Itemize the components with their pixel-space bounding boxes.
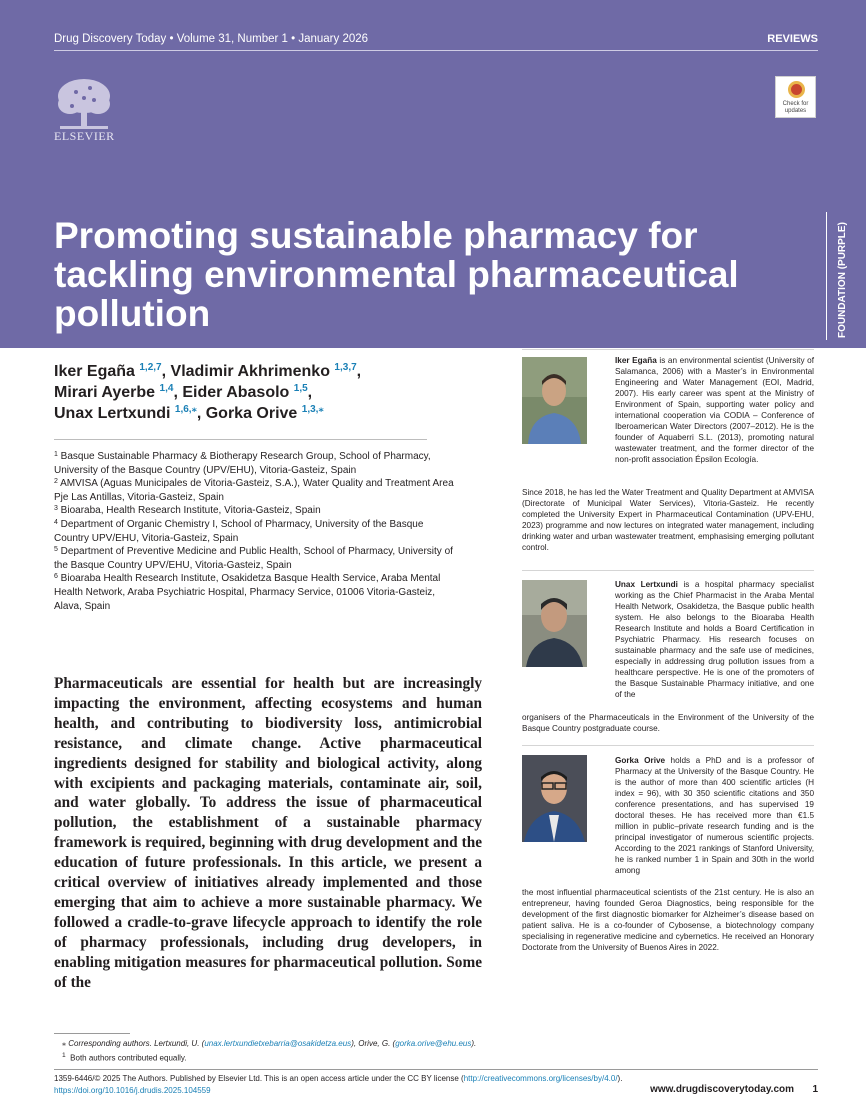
- article-title: Promoting sustainable pharmacy for tackling environmental pharmaceutical pollution: [54, 215, 739, 334]
- corr-suffix: ).: [471, 1039, 477, 1048]
- author-separator: ,: [173, 384, 183, 401]
- affiliation-item: [54, 477, 454, 504]
- author-separator: ,: [356, 363, 362, 380]
- author-photo-lertxundi: [522, 580, 587, 667]
- author-affiliation-marks: 1,2,7: [139, 362, 162, 373]
- author-list: [54, 361, 454, 424]
- bio-divider: [522, 745, 814, 746]
- footnote-divider: [54, 1033, 130, 1034]
- header-divider: [54, 50, 818, 51]
- author-affiliation-marks: 1,3,⁎: [301, 404, 324, 415]
- bio-author-name: Unax Lertxundi: [615, 580, 678, 589]
- affiliation-text: Bioaraba Health Research Institute, Osakidetza Basque Health Service, Araba Mental Health Network, Araba Psychiatric Hospital, Pharmacy Service, 01006 Vitoria-Gasteiz, Alava, Spain: [54, 573, 441, 612]
- bio-divider: [522, 349, 814, 350]
- abstract-text: Pharmaceuticals are essential for health but are increasingly impacting the environment, affecting ecosystems and human health, and contributing to biodiversity loss, antimicrobial resistance, and climate change. Active pharmaceutical ingredients designed for stability and biological activity, along with excipients and packaging materials, contaminate air, soil, and water globally. To address the issue of pharmaceutical pollution, the establishment of a sustainable pharmacy framework is required, beginning with drug development and the education of future professionals. In this article, we present a critical overview of initiatives already implemented and those emerging that aim to achieve a more sustainable pharmacy. We followed a cradle-to-grave lifecycle approach to identify the role of pharmacy professionals, including drug developers, in enabling mitigation measures for pharmaceutical pollution. Some of the: [54, 675, 482, 991]
- journal-website[interactable]: www.drugdiscoverytoday.com: [650, 1084, 794, 1095]
- author-name: Eider Abasolo: [182, 384, 294, 401]
- license-line: [54, 1074, 622, 1083]
- author-name: Unax Lertxundi: [54, 405, 175, 422]
- journal-citation-line: Drug Discovery Today • Volume 31, Number 1 • January 2026: [54, 33, 369, 45]
- author-photo-orive: [522, 755, 587, 842]
- license-prefix: 1359-6446/© 2025 The Authors. Published by Elsevier Ltd. This is an open access article under the CC BY license (: [54, 1074, 464, 1083]
- affiliation-item: [54, 504, 454, 518]
- publisher-logo: ELSEVIER: [54, 129, 115, 143]
- author-separator: ,: [307, 384, 313, 401]
- author-separator: ,: [161, 363, 171, 380]
- author-name: Gorka Orive: [205, 405, 302, 422]
- affiliation-text: Basque Sustainable Pharmacy & Biotherapy Research Group, School of Pharmacy, University of the Basque Country (UPV/EHU), Vitoria-Gasteiz, Spain: [54, 451, 431, 476]
- page-number: 1: [812, 1084, 818, 1095]
- bio-lertxundi-top: Unax Lertxundi is a hospital pharmacy specialist working as the Chief Pharmacist in the Araba Mental Health Network, Osakidetza, the Basque public health system. He also belongs to the Bioaraba Health Research Institute and holds a Board Certification in Psychiatric Pharmacy. His research focuses on sustainable pharmacy and the safe use of medicines, especially in addressing drug pollution issues from a healthcare perspective. He is one of the promoters of the Basque Sustainable Pharmacy initiative, and one of the: [615, 580, 814, 699]
- affiliation-text: Bioaraba, Health Research Institute, Vitoria-Gasteiz, Spain: [57, 505, 321, 517]
- affiliation-number: 1: [54, 451, 58, 458]
- affiliation-text: Department of Preventive Medicine and Public Health, School of Pharmacy, University of the Basque Country UPV/EHU, Vitoria-Gasteiz, Spain: [54, 546, 453, 571]
- side-tab-label: FOUNDATION (PURPLE): [837, 222, 848, 338]
- affiliation-number: 2: [54, 478, 58, 486]
- bio-lertxundi-bottom: organisers of the Pharmaceuticals in the Environment of the University of the Basque Country postgraduate course.: [522, 713, 814, 733]
- email-link-lertxundi[interactable]: unax.lertxundietxebarria@osakidetza.eus: [204, 1039, 352, 1048]
- check-for-updates-label: Check for updates: [782, 101, 809, 114]
- affiliation-number: 6: [54, 573, 58, 581]
- bio-author-name: Gorka Orive: [615, 756, 666, 765]
- bookmark-icon: [788, 81, 805, 98]
- affiliation-text: Department of Organic Chemistry I, School of Pharmacy, University of the Basque Country UPV/EHU, Vitoria-Gasteiz, Spain: [54, 518, 424, 544]
- affiliation-number: 5: [54, 546, 58, 554]
- bio-orive-bottom: the most influential pharmaceutical scientists of the 21st century. He is also an entrepreneur, having founded Geroa Diagnostics, being responsible for the development of the first diagnostic biomarker for Alzheimer’s disease based on patient saliva. He is a co-founder of Cybosense, a biotechnology company specialising in regenerative medicine and cybernetics. He received an Honorary Doctorate from the University of Buenos Aires in 2022.: [522, 888, 814, 952]
- corr-prefix: Corresponding authors. Lertxundi, U. (: [68, 1039, 205, 1048]
- asterisk-icon: ⁎: [62, 1039, 69, 1048]
- affiliation-item: [54, 572, 454, 613]
- bio-author-name: Iker Egaña: [615, 356, 657, 365]
- license-link[interactable]: http://creativecommons.org/licenses/by/4.0/: [463, 1074, 618, 1083]
- author-affiliation-marks: 1,6,⁎: [174, 404, 197, 415]
- bio-divider: [522, 570, 814, 571]
- affiliation-item: [54, 545, 454, 572]
- affiliation-item: [54, 518, 454, 545]
- section-label: REVIEWS: [767, 33, 818, 45]
- equal-contribution-mark: 1: [62, 1052, 66, 1059]
- author-name: Iker Egaña: [54, 363, 140, 380]
- corresponding-asterisk-icon: ⁎: [191, 404, 197, 415]
- affiliation-text: AMVISA (Aguas Municipales de Vitoria-Gasteiz, S.A.), Water Quality and Treatment Area Pje Las Antillas, Vitoria-Gasteiz, Spain: [54, 478, 454, 503]
- bio-egana-top: Iker Egaña is an environmental scientist (University of Salamanca, 2006) with a Master’s in Environmental Engineering and Water Management (EOI, Madrid, 2007). His early career was spent at the Ministry of Environment of Spain, supporting water policy and international cooperation via CODIA – Conference of Iberoamerican Water Directors (2007–2012). He is the founder of Aquaberri S.L. (2013), promoting natural wastewater treatment, and the former director of the non-profit association Épsilon Ecología.: [615, 356, 814, 464]
- author-separator: ,: [196, 405, 206, 422]
- affiliation-number: 4: [54, 518, 58, 526]
- license-suffix: ).: [617, 1074, 623, 1083]
- bio-orive-top: Gorka Orive holds a PhD and is a professor of Pharmacy at the University of the Basque Country. He is the author of more than 400 scientific articles (H index = 96), with 30 350 scientific citations and 350 conference presentations, and has supervised 19 doctoral theses. He has received more than €1.5 million in public–private research funding and is the principal investigator of numerous scientific projects. According to the 2021 rankings of Stanford University, he is ranked number 1 in Spain and 30th in the world among: [615, 756, 814, 875]
- affiliation-number: 3: [54, 505, 58, 513]
- side-tab: [826, 212, 866, 340]
- author-name: Vladimir Akhrimenko: [170, 363, 335, 380]
- author-divider: [54, 439, 427, 440]
- equal-contribution-text: Both authors contributed equally.: [70, 1053, 187, 1063]
- doi-link[interactable]: https://doi.org/10.1016/j.drudis.2025.104559: [54, 1086, 211, 1095]
- author-affiliation-marks: 1,5: [293, 383, 308, 394]
- footer-divider: [54, 1069, 818, 1070]
- corresponding-authors-note: [62, 1039, 476, 1048]
- check-for-updates-button[interactable]: [775, 76, 816, 118]
- author-name: Mirari Ayerbe: [54, 384, 160, 401]
- equal-contribution-note: [62, 1052, 187, 1063]
- affiliation-item: [54, 450, 454, 477]
- corr-mid: ), Orive, G. (: [351, 1039, 396, 1048]
- author-affiliation-marks: 1,4: [159, 383, 174, 394]
- email-link-orive[interactable]: gorka.orive@ehu.eus: [395, 1039, 472, 1048]
- corresponding-asterisk-icon: ⁎: [318, 404, 324, 415]
- affiliation-list: [54, 450, 454, 613]
- bio-egana-bottom: Since 2018, he has led the Water Treatment and Quality Department at AMVISA (Directorate of Municipal Water Services), Vitoria-Gasteiz. He recently completed the University Expert in Pharmaceutical Contamination (UPV-EHU, 2023) programme and now lectures on integrated water management, including drinking water and urban wastewater treatment, emphasising emerging pollutant control.: [522, 488, 814, 552]
- author-affiliation-marks: 1,3,7: [334, 362, 357, 373]
- author-photo-egana: [522, 357, 587, 444]
- side-tab-rule: [826, 212, 827, 340]
